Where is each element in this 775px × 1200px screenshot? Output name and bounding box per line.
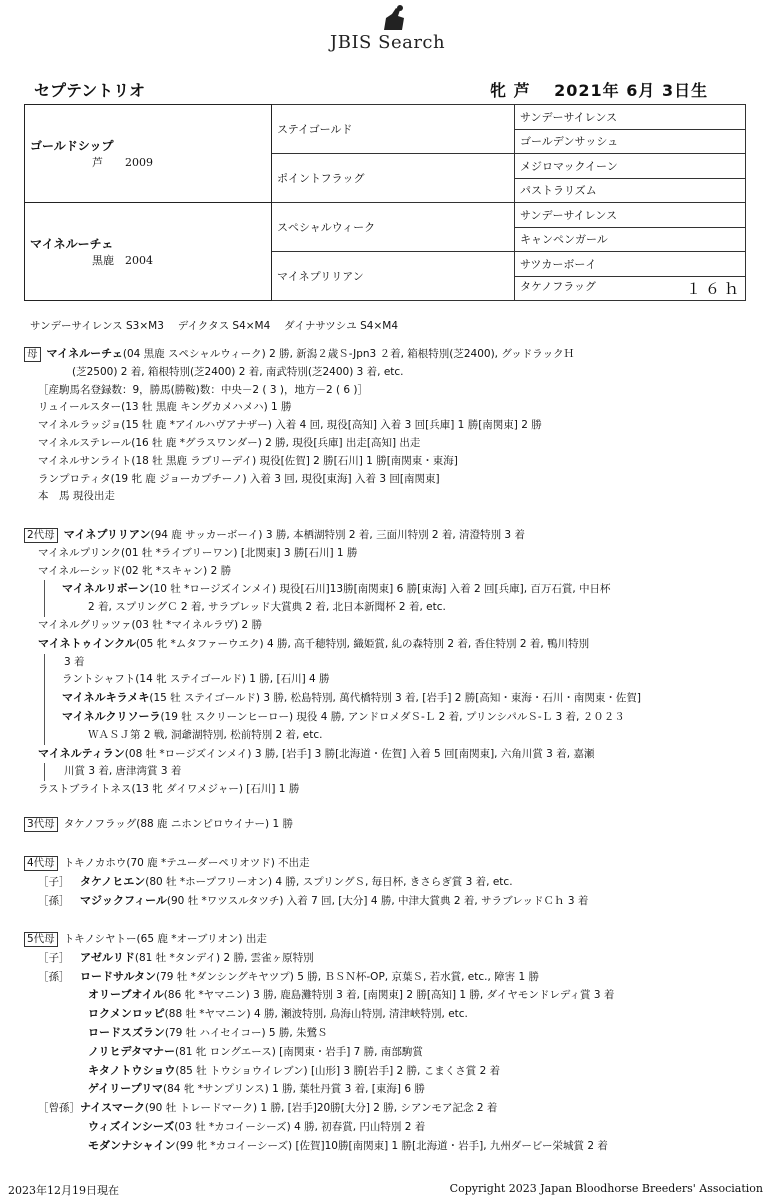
dam2-name: マイネプリリアン	[63, 528, 151, 541]
list-item-name: タケノヒエン	[80, 874, 146, 888]
dam-detail: 黒鹿 2004	[92, 254, 153, 267]
dam-cell	[25, 203, 272, 301]
child-label: ［子］	[38, 875, 70, 888]
list-item: (15 牡 ステイゴールド) 3 勝, 松島特別, 萬代橋特別 3 着, [岩手] 2 勝[高知・東海・石川・南関東・佐賀]	[149, 692, 641, 705]
sire-dam-sire: メジロマックイーン	[515, 154, 746, 179]
grandchild-label: ［孫］	[38, 970, 70, 983]
dam-sire-dam: キャンペンガール	[515, 227, 746, 252]
dam-dam-dam: タケノフラッグ	[520, 279, 597, 293]
list-item: マイネルステレール(16 牡 鹿 *グラスワンダー) 2 勝, 現役[兵庫] 出走[高知] 出走	[38, 436, 421, 449]
sire-sire-sire: サンデーサイレンス	[515, 105, 746, 130]
list-item-name: ロクメンロッピ	[88, 1007, 165, 1021]
dam-name: マイネルーチェ	[30, 237, 114, 251]
dam3-record: タケノフラッグ(88 鹿 ニホンピロウイナー) 1 勝	[63, 818, 294, 830]
sire-dam-dam: パストラリズム	[515, 178, 746, 203]
list-item: (19 牡 スクリーンヒーロー) 現役 4 勝, アンドロメダＳ-Ｌ 2 着, プリンシパルＳ-Ｌ 3 着, ２０２３	[160, 710, 625, 723]
family-number: １６ｈ	[685, 279, 743, 298]
list-item: (85 牡 トウショウイレブン) [山形] 3 勝[岩手] 2 勝, こまくさ賞 2 着	[175, 1064, 501, 1077]
dam5-section	[24, 931, 764, 1156]
dam4-record: トキノカホウ(70 鹿 *テユーダーペリオツド) 不出走	[63, 857, 310, 869]
list-item-name: マイネルクリソーラ	[62, 709, 161, 723]
list-item-cont: 3 着	[64, 655, 85, 668]
descendant-group	[44, 654, 764, 745]
dam2-tag: 2代母	[24, 528, 58, 543]
list-item: 本 馬 現役出走	[38, 490, 115, 503]
list-item-name: ロードサルタン	[80, 969, 157, 983]
dam5-tag: 5代母	[24, 932, 58, 947]
descendant-group	[44, 763, 764, 781]
dam1-tag: 母	[24, 347, 41, 362]
list-item-cont: 川賞 3 着, 唐津湾賞 3 着	[64, 765, 182, 778]
logo-text: JBIS Search	[330, 32, 446, 53]
list-item: マイネルサンライト(18 牡 黒鹿 ラブリーデイ) 現役[佐賀] 2 勝[石川] 1 勝[南関東・東海]	[38, 454, 458, 467]
dam1-produce-summary: ［産駒馬名登録数：9，勝馬(勝鞍)数：中央－2 ( 3 )，地方－2 ( 6 )］	[38, 383, 369, 396]
sire-sire: ステイゴールド	[272, 105, 515, 154]
list-item: (84 牝 *サンプリンス) 1 勝, 葉牡丹賞 3 着, [東海] 6 勝	[163, 1083, 425, 1096]
dam1-record-cont: (芝2500) 2 着, 箱根特別(芝2400) 2 着, 南武特別(芝2400) 3 着, etc.	[72, 365, 404, 378]
dam-sire: スペシャルウィーク	[272, 203, 515, 252]
dam1-section	[24, 345, 764, 506]
footer-copyright: Copyright 2023 Japan Bloodhorse Breeders' Association	[449, 1182, 763, 1195]
horse-sex-color-birth: 牝 芦 2021年 6月 3日生	[490, 81, 709, 100]
list-item-name: ノリヒデタマナー	[88, 1044, 176, 1058]
sire-dam: ポイントフラッグ	[272, 154, 515, 203]
footer-date: 2023年12月19日現在	[8, 1184, 119, 1197]
horse-header	[30, 76, 746, 100]
dam-sire-sire: サンデーサイレンス	[515, 203, 746, 228]
dam2-section	[24, 526, 764, 799]
dam1-name: マイネルーチェ	[46, 347, 123, 360]
dam-dam-dam-cell	[515, 276, 746, 301]
list-item: マイネルーシッド(02 牝 *スキャン) 2 勝	[38, 564, 232, 577]
list-item-name: ロードスズラン	[88, 1025, 165, 1039]
list-item-cont: 2 着, スプリングＣ 2 着, サラブレッド大賞典 2 着, 北日本新聞杯 2 着, etc.	[88, 601, 446, 614]
pedigree-table	[24, 104, 746, 301]
dam4-tag: 4代母	[24, 856, 58, 871]
list-item: (79 牡 ハイセイコー) 5 勝, 朱鷺Ｓ	[164, 1026, 328, 1039]
list-item: (86 牝 *ヤマニン) 3 勝, 鹿島灘特別 3 着, [南関東] 2 勝[高知] 1 勝, ダイヤモンドレディ賞 3 着	[163, 989, 615, 1002]
list-item: (10 牡 *ロージズインメイ) 現役[石川]13勝[南関東] 6 勝[東海] 入着 2 回[兵庫], 百万石賞, 中日杯	[149, 583, 611, 596]
great-grandchild-label: ［曾孫］	[38, 1102, 80, 1115]
dam1-record: (04 黒鹿 スペシャルウィーク) 2 勝, 新潟２歳Ｓ-Jpn3 ２着, 箱根特別(芝2400), グッドラックＨ	[122, 348, 575, 360]
list-item-name: ウィズインシーズ	[88, 1119, 175, 1133]
dam3-section	[24, 816, 764, 834]
list-item-name: マイネルティラン	[38, 746, 125, 760]
grandchild-label: ［孫］	[38, 894, 70, 907]
list-item-name: モダンナシャイン	[88, 1138, 176, 1152]
list-item-name: キタノトウショウ	[88, 1063, 176, 1077]
list-item: マイネルグリッツァ(03 牡 *マイネルラヴ) 2 勝	[38, 618, 262, 631]
list-item: ラストブライトネス(13 牝 ダイワメジャー) [石川] 1 勝	[38, 783, 300, 796]
sire-name: ゴールドシップ	[30, 139, 114, 153]
list-item: (08 牡 *ロージズインメイ) 3 勝, [岩手] 3 勝[北海道・佐賀] 入着 5 回[南関東], 六角川賞 3 着, 嘉瀬	[124, 747, 595, 760]
dam5-record: トキノシヤトー(65 鹿 *オーブリオン) 出走	[63, 933, 267, 945]
dam-dam-sire: サツカーボーイ	[515, 252, 746, 277]
child-label: ［子］	[38, 951, 70, 964]
list-item-name: ゲイリープリマ	[88, 1082, 164, 1096]
list-item: マイネルラッジョ(15 牡 鹿 *アイルハヴアナザー) 入着 4 回, 現役[高知] 入着 3 回[兵庫] 1 勝[南関東] 2 勝	[38, 419, 542, 432]
list-item: マイネルプリンク(01 牡 *ライブリーワン) [北関東] 3 勝[石川] 1 勝	[38, 546, 358, 559]
list-item: (79 牡 *ダンシングキヤツプ) 5 勝, ＢＳＮ杯-OP, 京葉Ｓ, 若水賞, etc., 障害 1 勝	[156, 970, 540, 983]
list-item: (81 牡 *タンデイ) 2 勝, 雲雀ヶ原特別	[134, 951, 314, 964]
sire-cell	[25, 105, 272, 203]
list-item: (90 牡 *ワツスルタツチ) 入着 7 回, [大分] 4 勝, 中津大賞典 2 着, サラブレッドＣｈ 3 着	[166, 894, 589, 907]
sire-sire-dam: ゴールデンサッシュ	[515, 129, 746, 154]
list-item: (03 牡 *カコイーシーズ) 4 勝, 初春賞, 円山特別 2 着	[174, 1120, 426, 1133]
list-item: リュイールスター(13 牡 黒鹿 キングカメハメハ) 1 勝	[38, 401, 292, 414]
list-item-name: マジックフィール	[80, 893, 167, 907]
list-item: ランプロティタ(19 牝 鹿 ジョーカプチーノ) 入着 3 回, 現役[東海] 入着 3 回[南関東]	[38, 472, 440, 485]
sire-detail: 芦 2009	[92, 156, 153, 169]
list-item-name: マイネトゥインクル	[38, 636, 136, 650]
list-item-name: マイネルキラメキ	[62, 691, 150, 705]
list-item: (90 牡 トレードマーク) 1 勝, [岩手]20勝[大分] 2 勝, シアンモア記念 2 着	[144, 1102, 498, 1115]
list-item-name: オリーブオイル	[88, 988, 164, 1002]
list-item: (05 牝 *ムタファーウエク) 4 勝, 高千穂特別, 織姫賞, 糺の森特別 2 着, 香住特別 2 着, 鴨川特別	[135, 637, 590, 650]
list-item-name: マイネルリボーン	[62, 582, 150, 596]
dam4-section	[24, 855, 764, 910]
dam3-tag: 3代母	[24, 817, 58, 832]
list-item-cont: ＷＡＳＪ第 2 戦, 洞爺湖特別, 松前特別 2 着, etc.	[88, 728, 323, 741]
list-item-name: ナイスマーク	[80, 1101, 145, 1115]
jbis-logo[interactable]	[330, 4, 470, 52]
horse-rider-icon	[370, 4, 410, 32]
dam2-record: (94 鹿 サッカーボーイ) 3 勝, 本栖湖特別 2 着, 三面川特別 2 着, 清澄特別 3 着	[150, 529, 525, 541]
horse-name: セプテントリオ	[34, 81, 146, 100]
list-item: (88 牡 *ヤマニン) 4 勝, 瀬波特別, 鳥海山特別, 清津峡特別, etc.	[164, 1008, 468, 1021]
list-item: (81 牝 ロングエース) [南関東・岩手] 7 勝, 南部駒賞	[175, 1045, 423, 1058]
dam-dam: マイネプリリアン	[272, 252, 515, 301]
list-item: (99 牝 *カコイーシーズ) [佐賀]10勝[南関東] 1 勝[北海道・岩手], 九州ダービー栄城賞 2 着	[175, 1139, 608, 1152]
list-item: (80 牡 *ホープフリーオン) 4 勝, スプリングＳ, 毎日杯, きさらぎ賞 3 着, etc.	[145, 875, 513, 888]
inbreeding-line: サンデーサイレンス S3×M3 デイクタス S4×M4 ダイナサツシユ S4×M4	[30, 320, 399, 332]
list-item: ラントシャフト(14 牝 ステイゴールド) 1 勝, [石川] 4 勝	[62, 673, 330, 686]
descendant-group	[44, 580, 764, 617]
list-item-name: アゼルリド	[80, 950, 135, 964]
